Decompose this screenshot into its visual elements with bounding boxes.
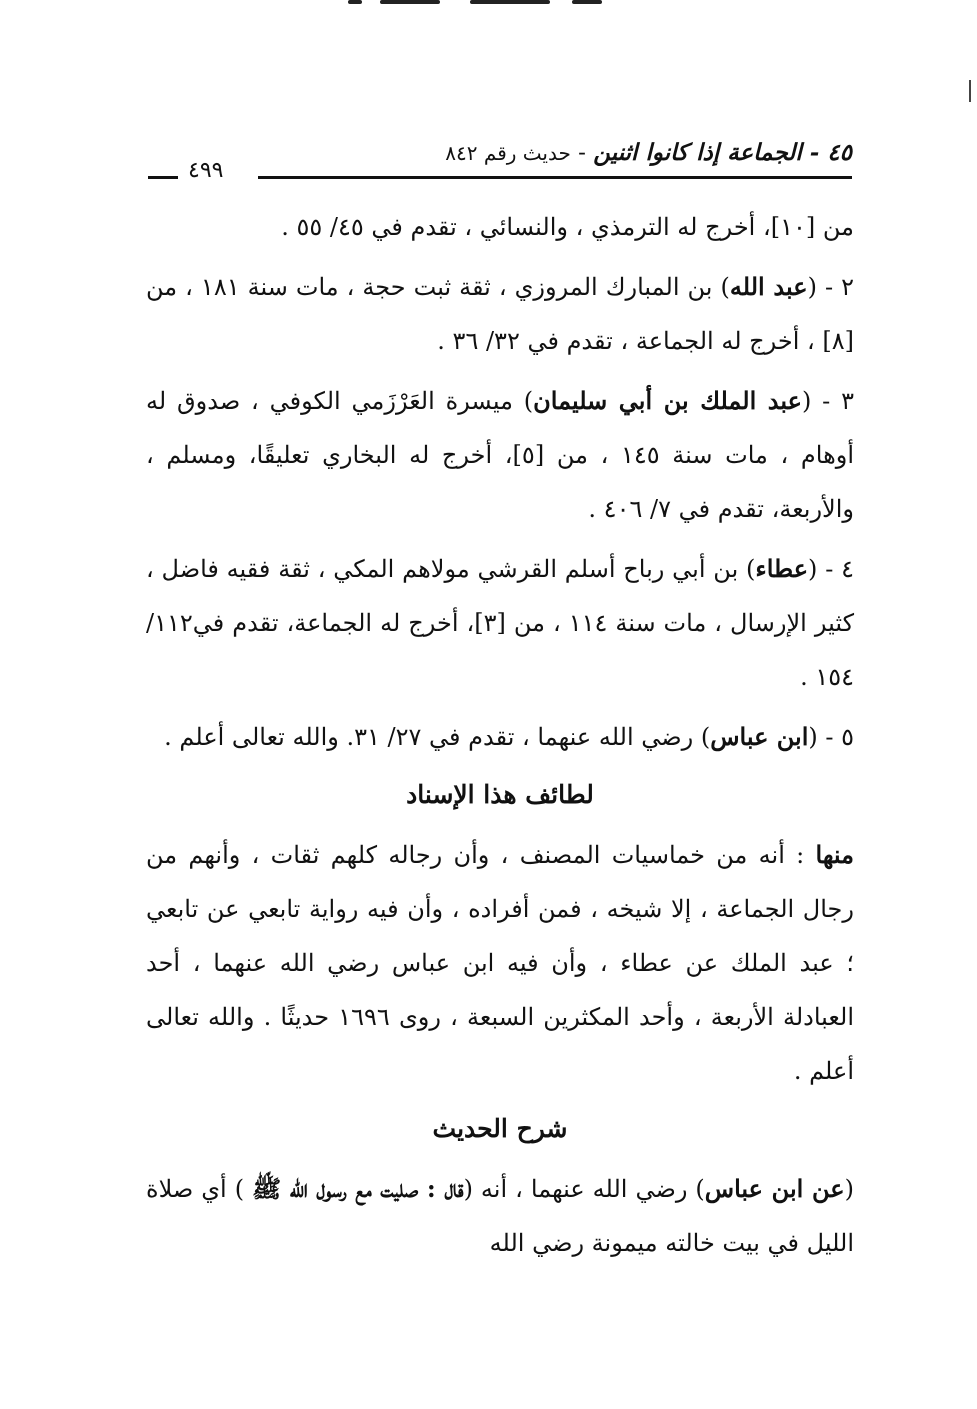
running-title [445,136,852,170]
narrator-2: ٢ - (عبد الله) بن المبارك المروزي ، ثقة ثبت حجة ، مات سنة ١٨١ ، من [٨] ، أخرج له الجماعة ، تقدم في ٣٢/ ٣٦ . [146,272,855,355]
page-body [146,200,854,1270]
narrator-2-name: عبد الله [729,272,808,301]
lataif-heading: لطائف هذا الإسناد [406,780,594,809]
sharh-quote-2: قال : صليت مع رسول الله ﷺ [252,1174,464,1203]
narrator-5: ٥ - (ابن عباس) رضي الله عنهما ، تقدم في ٢٧/ ٣١. والله تعالى أعلم . [164,722,854,751]
sharh-quote-1: عن ابن عباس [704,1174,845,1203]
page-number: ٤٩٩ [188,158,224,183]
narrator-1-continuation: من [١٠]، أخرج له الترمذي ، والنسائي ، تقدم في ٤٥/ ٥٥ . [281,213,854,241]
chapter-title: ٤٥ - الجماعة إذا كانوا اثنين [593,139,852,166]
lataif-paragraph: منها : أنه من خماسيات المصنف ، وأن رجاله كلهم ثقات ، وأنهم من رجال الجماعة ، إلا شيخه ، فمن أفراده ، وأن فيه رواية تابعي عن تابعي ؛ عبد الملك عن عطاء ، وأن فيه ابن عباس رضي الله عنهما ، أحد العبادلة الأربعة ، وأحد المكثرين السبعة ، روى ١٦٩٦ حديثًا . والله تعالى أعلم . [146,840,854,1085]
narrator-4: ٤ - (عطاء) بن أبي رباح أسلم القرشي مولاهم المكي ، ثقة فقيه فاضل ، كثير الإرسال ، مات سنة ١١٤ ، من [٣]، أخرج له الجماعة، تقدم في١١٢/ ١٥٤ . [146,554,854,691]
lataif-lead: منها [815,840,854,869]
narrator-5-name: ابن عباس [710,722,809,751]
sharh-heading: شرح الحديث [432,1114,568,1143]
title-separator: - [570,140,594,166]
hadith-reference: حديث رقم ٨٤٢ [445,141,571,165]
narrator-4-name: عطاء [755,554,809,583]
header-rule [258,176,852,179]
sharh-paragraph: (عن ابن عباس) رضي الله عنهما ، أنه (قال : صليت مع رسول الله ﷺ ) أي صلاة الليل في بيت خالته ميمونة رضي الله [146,1174,854,1257]
page-number-block [148,154,258,188]
narrator-3: ٣ - (عبد الملك بن أبي سليمان) ميسرة العَرْزَمي الكوفي ، صدوق له أوهام ، مات سنة ١٤٥ ، من [٥]، أخرج له البخاري تعليقًا، ومسلم ، والأربعة، تقدم في ٧/ ٤٠٦ . [146,386,855,523]
top-edge-smudge [340,0,610,6]
margin-mark [969,80,971,102]
narrator-3-name: عبد الملك بن أبي سليمان [533,386,802,415]
page-number-dash [148,176,178,179]
page-header [148,130,852,182]
